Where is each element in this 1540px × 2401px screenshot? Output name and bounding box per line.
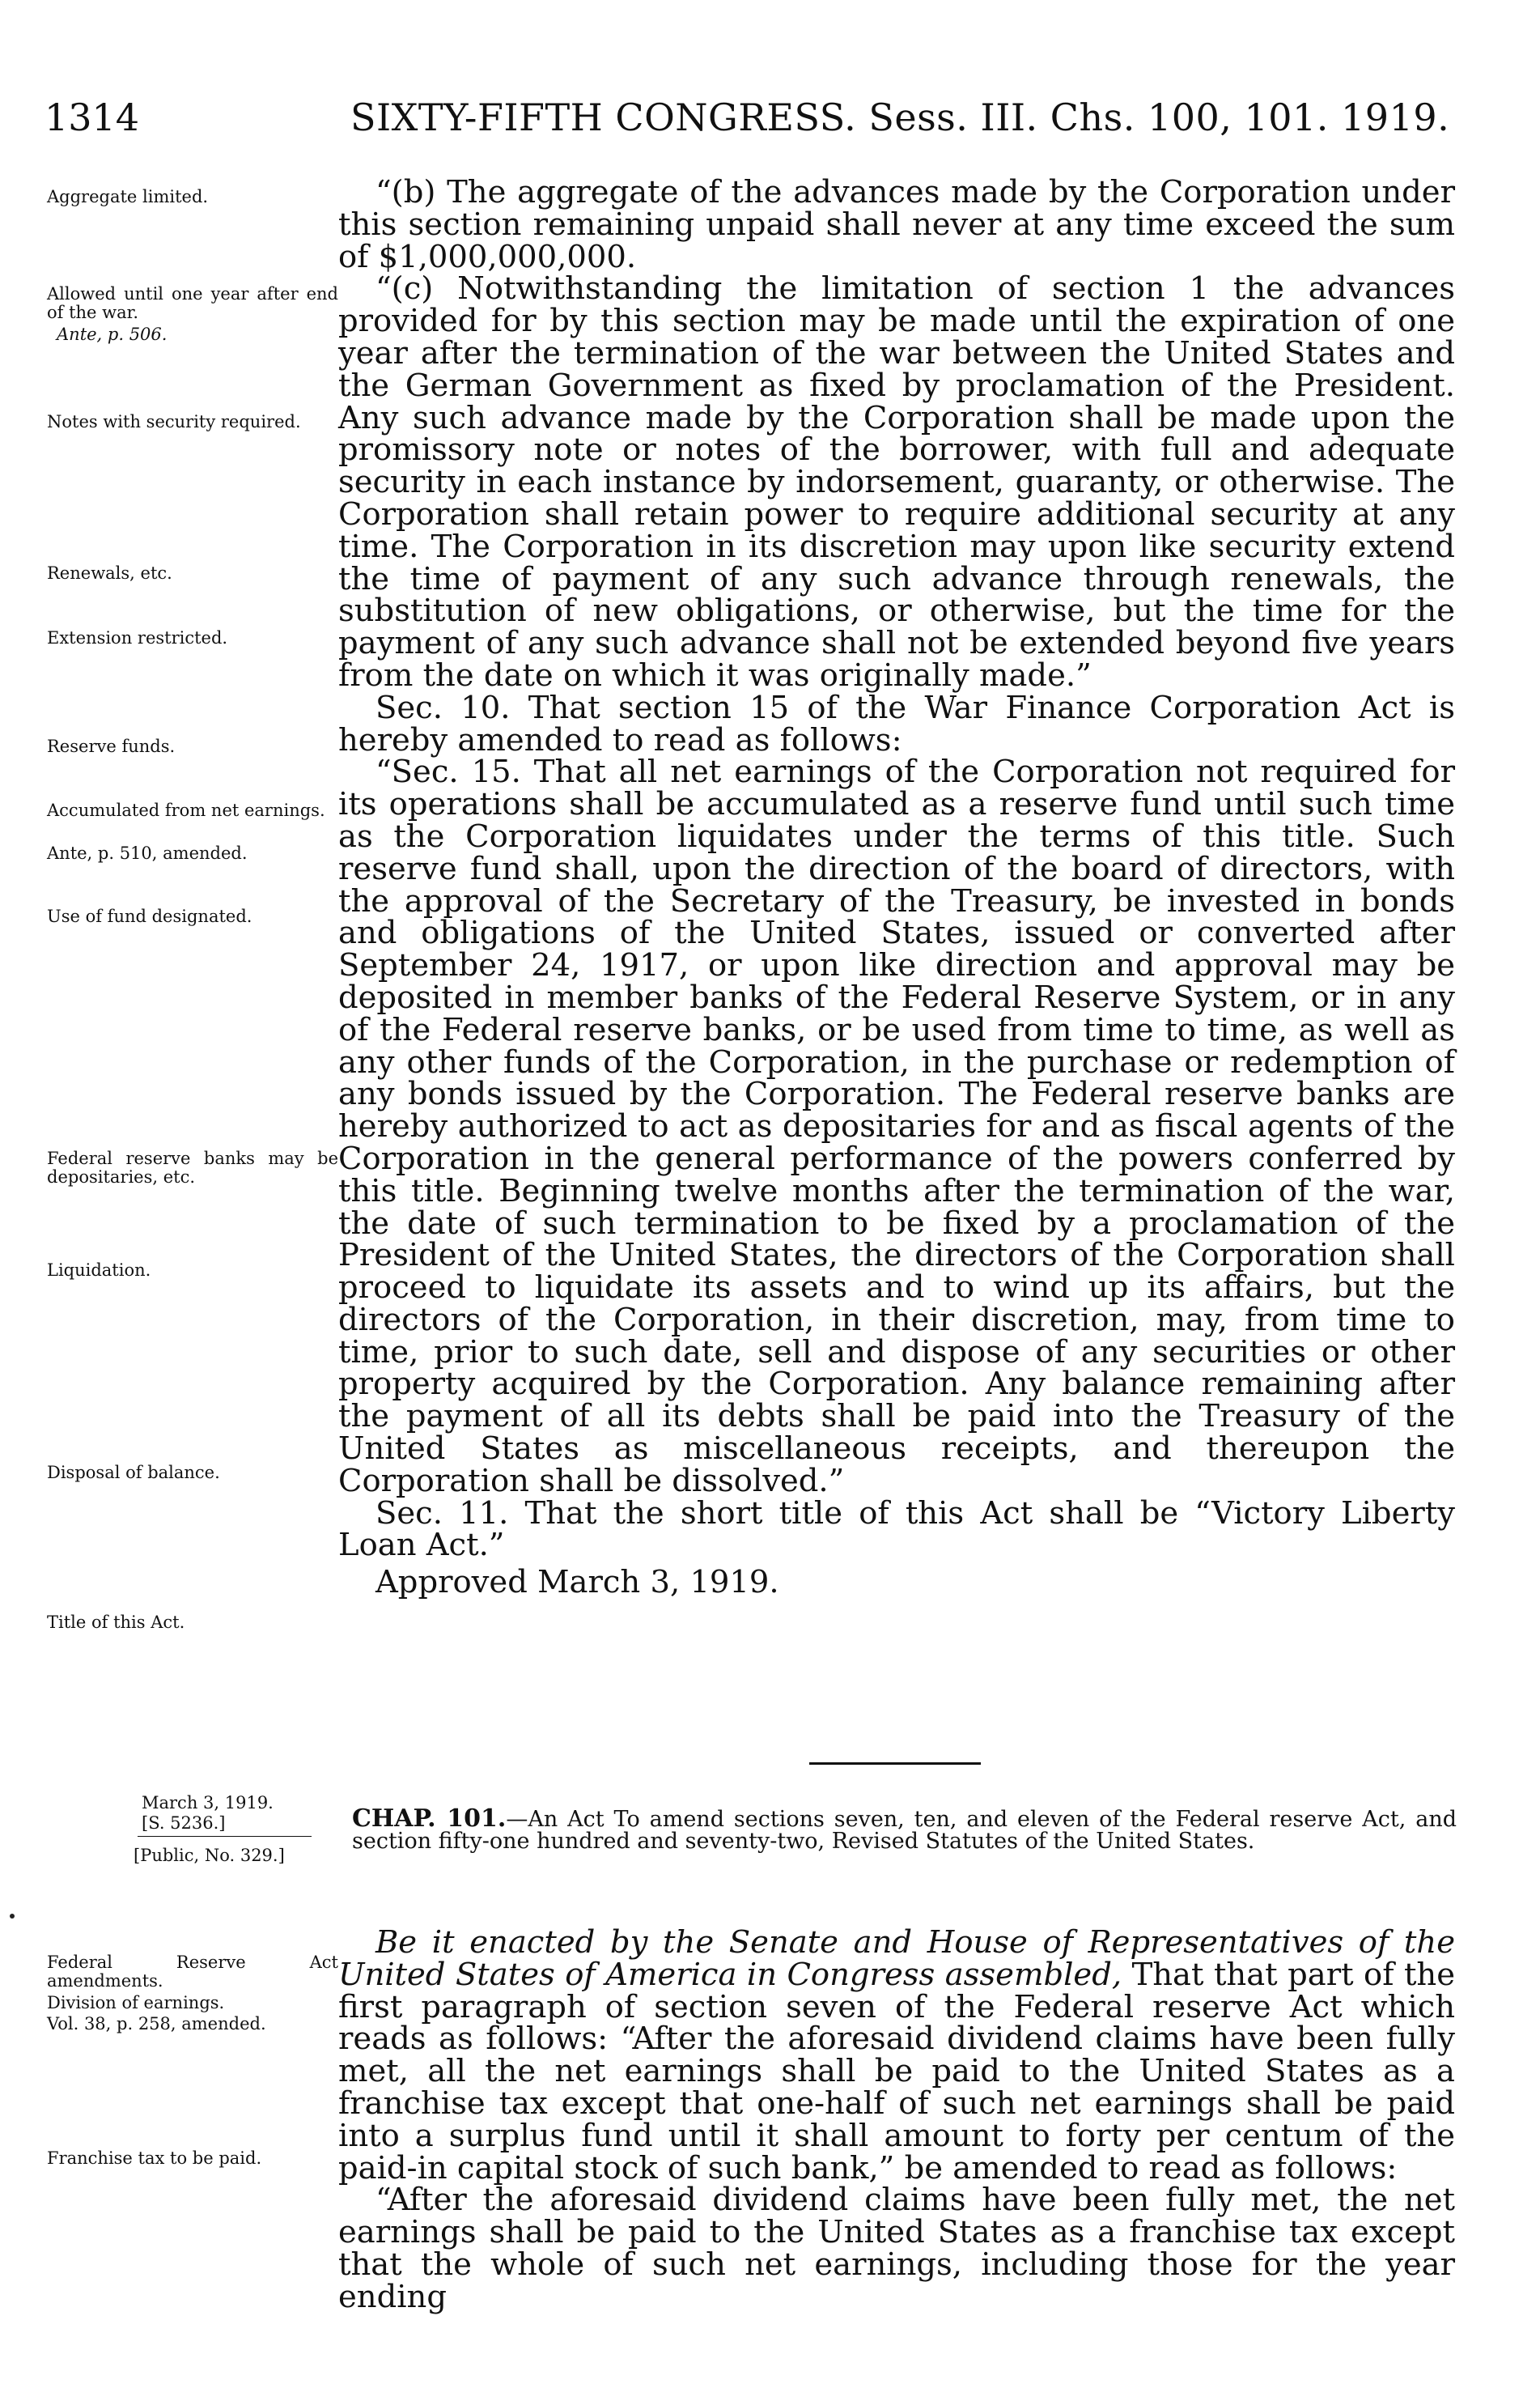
margin-note: Ante, p. 510, amended.: [47, 844, 248, 863]
margin-note: Federal Reserve Act amendments.: [47, 1953, 338, 1991]
page-header: [45, 96, 1453, 144]
enacting-clause: Be it enacted by the Senate and House of Representatives of the United States of America in Congress assembled,: [338, 1924, 1455, 1993]
margin-note: Aggregate limited.: [47, 187, 209, 206]
margin-note: Notes with security required.: [47, 412, 301, 431]
margin-note: Vol. 38, p. 258, amended.: [47, 2014, 266, 2033]
paragraph-text: That that part of the first paragraph of section seven of the Federal reserve Act which reads as follows: “After the aforesaid dividend claims have been fully met, all the net earnings shall be paid to the United States as a franchise tax except that one-half of such net earnings shall be paid into a surplus fund until it shall amount to forty per centum of the paid-in capital stock of such bank,” be amended to read as follows:: [338, 1956, 1455, 2186]
paragraph: “(c) Notwithstanding the limitation of section 1 the advances provided for by this section may be made until the expiration of one year after the termination of the war between the United States and the German Government as fixed by proclamation of the President. Any such advance made by the Corporation shall be made upon the promissory note or notes of the borrower, with full and adequate security in each instance by indorsement, guaranty, or otherwise. The Corporation shall retain power to require additional security at any time. The Corporation in its discretion may upon like security extend the time of payment of any such advance through renewals, the substitution of new obligations, or otherwise, but the time for the payment of any such advance shall not be extended beyond five years from the date on which it was originally made.”: [338, 270, 1455, 694]
margin-note: Division of earnings.: [47, 1993, 225, 2012]
chapter-number: CHAP. 101.: [352, 1804, 507, 1833]
chapter-title: —An Act To amend sections seven, ten, and eleven of the Federal reserve Act, and section fifty-one hundred and seventy-two, Revised Statutes of the United States.: [352, 1807, 1457, 1854]
paragraph: Sec. 11. That the short title of this Act shall be “Victory Liberty Loan Act.”: [338, 1494, 1455, 1564]
paragraph: [338, 1924, 1455, 2186]
paragraph: “Sec. 15. That all net earnings of the Corporation not required for its operations shall be accumulated as a reserve fund until such time as the Corporation liquidates under the terms of this title. Such reserve fund shall, upon the direction of the board of directors, with the approval of the Secretary of the Treasury, be invested in bonds and obligations of the United States, issued or converted after September 24, 1917, or upon like direction and approval may be deposited in member banks of the Federal Reserve System, or in any of the Federal reserve banks, or be used from time to time, as well as any other funds of the Corporation, in the purchase or redemption of any bonds issued by the Corporation. The Federal reserve banks are hereby authorized to act as depositaries for and as fiscal agents of the Corporation in the general performance of the powers conferred by this title. Beginning twelve months after the termination of the war, the date of such termination to be fixed by a proclamation of the President of the United States, the directors of the Corporation shall proceed to liquidate its assets and to wind up its affairs, but the directors of the Corporation, in their discretion, may, from time to time, prior to such date, sell and dispose of any securities or other property acquired by the Corporation. Any balance remaining after the payment of all its debts shall be paid into the Treasury of the United States as miscellaneous receipts, and thereupon the Corporation shall be dissolved.”: [338, 754, 1455, 1499]
paragraph: Sec. 10. That section 15 of the War Finance Corporation Act is hereby amended to read as follows:: [338, 689, 1455, 759]
margin-note: Franchise tax to be paid.: [47, 2148, 262, 2168]
paragraph: “After the aforesaid dividend claims have been fully met, the net earnings shall be paid to the United States as a franchise tax except that the whole of such net earnings, including those for the year ending: [338, 2182, 1455, 2315]
margin-note: Disposal of balance.: [47, 1463, 220, 1482]
main-text: [338, 176, 1455, 1599]
margin-divider: [138, 1836, 312, 1837]
margin-note: Liquidation.: [47, 1260, 151, 1280]
margin-note: Use of fund designated.: [47, 907, 252, 926]
margin-note: Allowed until one year after end of the war.: [47, 284, 338, 322]
chapter-text: [338, 1924, 1455, 2315]
margin-note: Ante, p. 506.: [57, 325, 168, 344]
margin-note: Accumulated from net earnings.: [47, 801, 325, 820]
margin-note: Renewals, etc.: [47, 563, 172, 583]
margin-note: Title of this Act.: [47, 1613, 185, 1632]
bill-number: [S. 5236.]: [142, 1813, 226, 1833]
margin-note: Federal reserve banks may be depositaries, etc.: [47, 1149, 338, 1187]
public-law-number: [Public, No. 329.]: [134, 1846, 285, 1865]
paragraph: “(b) The aggregate of the advances made by the Corporation under this section remaining unpaid shall never at any time exceed the sum of $1,000,000,000.: [338, 174, 1455, 275]
margin-note: Extension restricted.: [47, 628, 228, 648]
approval-line: Approved March 3, 1919.: [375, 1564, 779, 1601]
page-number: 1314: [45, 96, 140, 139]
print-speck: [10, 1914, 15, 1919]
margin-note: Reserve funds.: [47, 737, 176, 756]
section-divider: [809, 1762, 981, 1765]
chapter-heading: [352, 1804, 1457, 1854]
chapter-date: March 3, 1919.: [142, 1793, 274, 1812]
running-title: SIXTY-FIFTH CONGRESS. Sess. III. Chs. 100, 101. 1919.: [350, 96, 1450, 139]
